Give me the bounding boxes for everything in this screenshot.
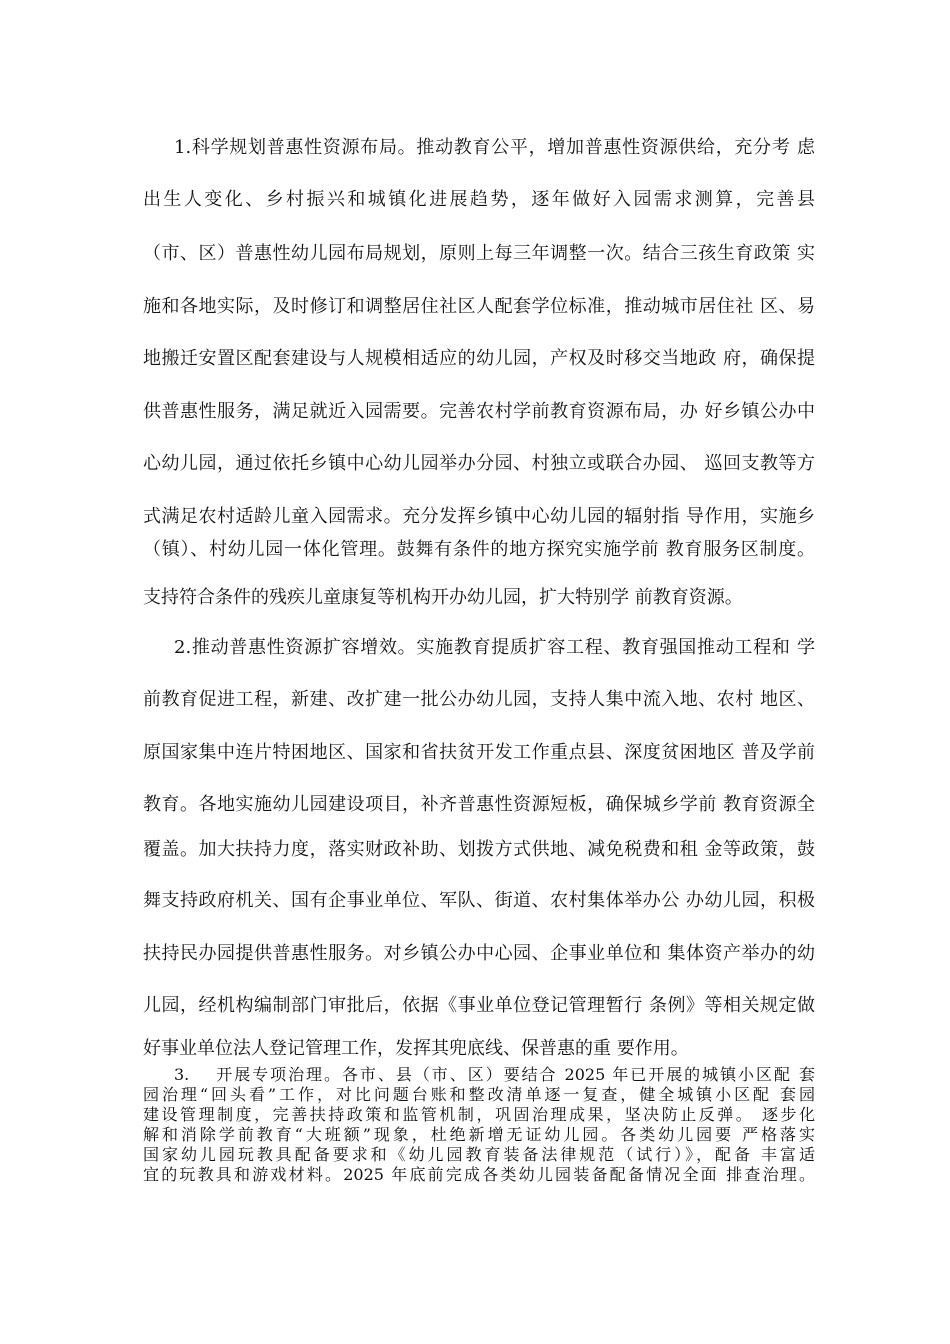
text-line: 前教育促进工程，新建、改扩建一批公办幼儿园，支持人集中流入地、农村 地区、 — [143, 689, 815, 710]
text-line: 出生人变化、乡村振兴和城镇化进展趋势，逐年做好入园需求测算，完善县 — [143, 189, 815, 210]
text-line: 式满足农村适龄儿童入园需求。充分发挥乡镇中心幼儿园的辐射指 导作用，实施乡 — [143, 506, 815, 527]
text-line: 地搬迁安置区配套建设与人规模相适应的幼儿园，产权及时移交当地政 府，确保提 — [143, 348, 815, 369]
text-line: 覆盖。加大扶持力度，落实财政补助、划拨方式供地、减免税费和租 金等政策，鼓 — [143, 839, 815, 860]
text-line: 心幼儿园，通过依托乡镇中心幼儿园举办分园、村独立或联合办园、 巡回支教等方 — [143, 453, 815, 474]
text-line: 儿园，经机构编制部门审批后，依据《事业单位登记管理暂行 条例》等相关规定做 — [143, 995, 815, 1016]
text-line: 施和各地实际，及时修订和调整居住社区人配套学位标准，推动城市居住社 区、易 — [143, 296, 815, 317]
text-line: 3. 开展专项治理。各市、县（市、区）要结合 2025 年已开展的城镇小区配 套 — [174, 1065, 815, 1084]
text-line: 建设管理制度，完善扶持政策和监管机制，巩固治理成果，坚决防止反弹。 逐步化 — [143, 1105, 815, 1124]
text-line: 供普惠性服务，满足就近入园需要。完善农村学前教育资源布局，办 好乡镇公办中 — [143, 401, 815, 422]
text-line: （市、区）普惠性幼儿园布局规划，原则上每三年调整一次。结合三孩生育政策 实 — [143, 243, 815, 264]
text-line: 支持符合条件的残疾儿童康复等机构开办幼儿园，扩大特别学 前教育资源。 — [143, 587, 743, 608]
text-line: 宜的玩教具和游戏材料。2025 年底前完成各类幼儿园装备配备情况全面 排查治理。 — [143, 1165, 815, 1184]
text-line: 解和消除学前教育“大班额”现象，杜绝新增无证幼儿园。各类幼儿园要 严格落实 — [143, 1125, 815, 1144]
text-line: 好事业单位法人登记管理工作，发挥其兜底线、保普惠的重 要作用。 — [143, 1038, 689, 1059]
text-line: 2.推动普惠性资源扩容增效。实施教育提质扩容工程、教育强国推动工程和 学 — [174, 637, 815, 658]
text-line: 舞支持政府机关、国有企事业单位、军队、街道、农村集体举办公 办幼儿园，积极 — [143, 890, 815, 911]
text-line: 原国家集中连片特困地区、国家和省扶贫开发工作重点县、深度贫困地区 普及学前 — [143, 742, 815, 763]
text-line: 园治理“回头看”工作，对比问题台账和整改清单逐一复查，健全城镇小区配 套园 — [143, 1085, 815, 1104]
text-line: 扶持民办园提供普惠性服务。对乡镇公办中心园、企事业单位和 集体资产举办的幼 — [143, 943, 815, 964]
text-line: （镇）、村幼儿园一体化管理。鼓舞有条件的地方探究实施学前 教育服务区制度。 — [143, 539, 815, 560]
text-line: 教育。各地实施幼儿园建设项目，补齐普惠性资源短板，确保城乡学前 教育资源全 — [143, 794, 815, 815]
text-line: 国家幼儿园玩教具配备要求和《幼儿园教育装备法律规范（试行）》，配备 丰富适 — [143, 1145, 815, 1164]
text-line: 1.科学规划普惠性资源布局。推动教育公平，增加普惠性资源供给，充分考 虑 — [174, 137, 815, 158]
